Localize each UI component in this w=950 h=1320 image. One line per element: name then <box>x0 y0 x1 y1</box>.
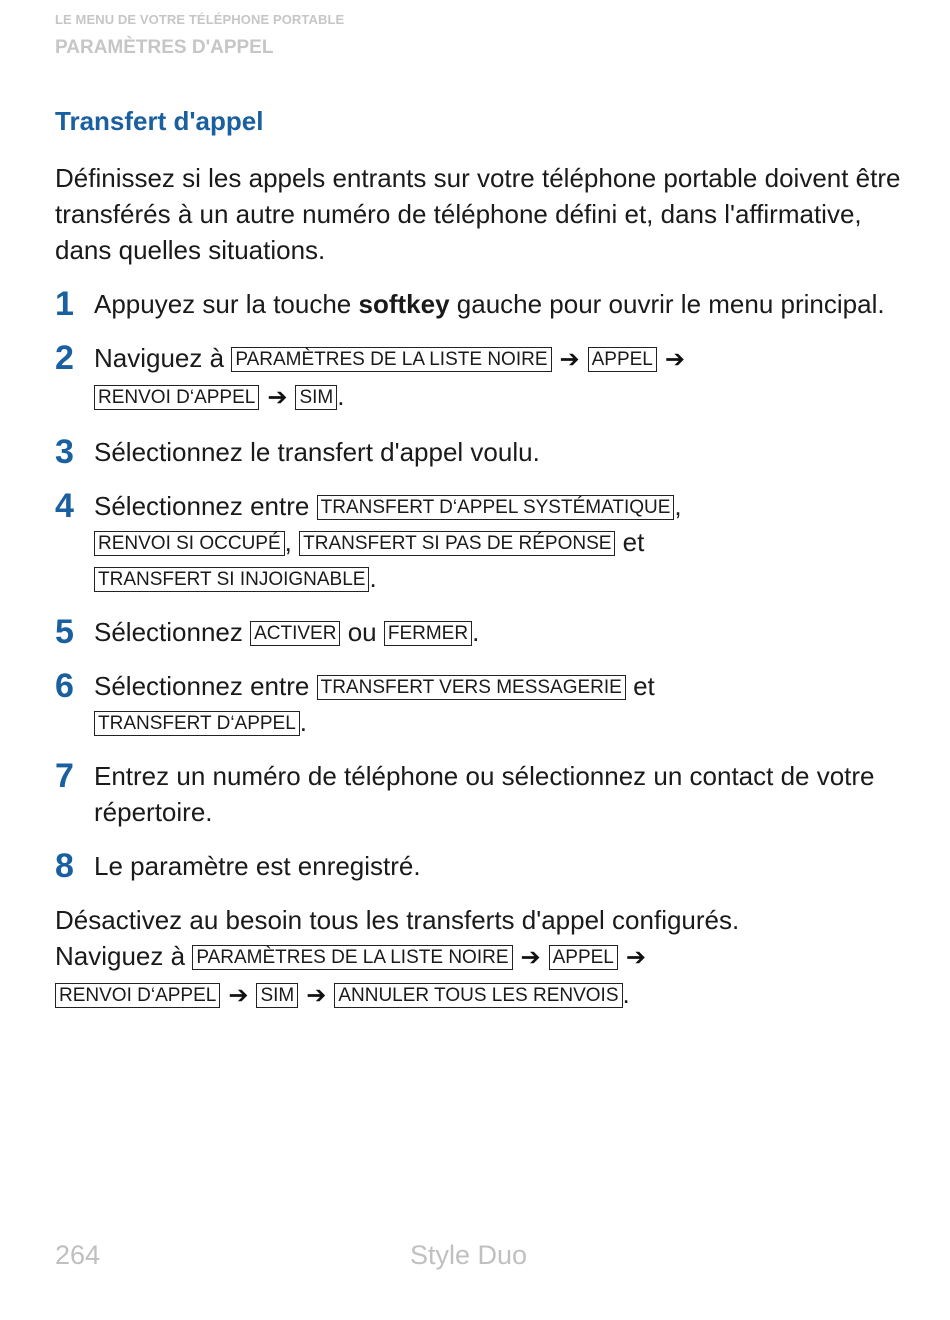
menu-key: ACTIVER <box>250 621 340 646</box>
step-2 <box>55 340 905 416</box>
punctuation: . <box>472 617 480 647</box>
step-1 <box>55 286 905 322</box>
arrow-right-icon: ➔ <box>306 982 327 1009</box>
step-text <box>94 286 905 322</box>
menu-key: TRANSFERT VERS MESSAGERIE <box>317 675 626 700</box>
menu-key: ANNULER TOUS LES RENVOIS <box>334 983 622 1008</box>
menu-key: TRANSFERT D‘APPEL <box>94 711 300 736</box>
step-number: 7 <box>55 757 74 795</box>
menu-key: APPEL <box>549 945 618 970</box>
menu-key: RENVOI SI OCCUPÉ <box>94 531 285 556</box>
step-number: 8 <box>55 847 74 885</box>
step-text <box>94 488 905 596</box>
arrow-right-icon: ➔ <box>228 982 249 1009</box>
step-text: Sélectionnez le transfert d'appel voulu. <box>94 437 540 467</box>
main-content <box>55 160 905 1014</box>
page-number: 264 <box>55 1240 101 1270</box>
punctuation: . <box>299 707 308 737</box>
step-number: 6 <box>55 667 74 705</box>
step-7 <box>55 758 905 830</box>
step-text: Entrez un numéro de téléphone ou sélectionnez un contact de votre répertoire. <box>94 761 875 827</box>
step-text-part: gauche pour ouvrir le menu principal. <box>449 289 885 319</box>
step-number: 4 <box>55 487 74 525</box>
footer-brand: Style Duo <box>410 1240 528 1270</box>
step-text-part: Naviguez à <box>94 343 232 373</box>
menu-key: TRANSFERT D‘APPEL SYSTÉMATIQUE <box>317 495 675 520</box>
arrow-right-icon: ➔ <box>267 384 288 411</box>
menu-key: RENVOI D‘APPEL <box>94 385 259 410</box>
step-text-part: ou <box>340 617 384 647</box>
step-8 <box>55 848 905 884</box>
step-3 <box>55 434 905 470</box>
intro-paragraph: Définissez si les appels entrants sur votre téléphone portable doivent être transférés à un autre numéro de téléphone défini et, dans l'affirmative, dans quelles situations. <box>55 163 901 265</box>
menu-key: TRANSFERT SI INJOIGNABLE <box>94 567 369 592</box>
step-4 <box>55 488 905 596</box>
step-text <box>94 668 905 740</box>
punctuation: , <box>674 491 682 521</box>
step-6 <box>55 668 905 740</box>
menu-key: PARAMÈTRES DE LA LISTE NOIRE <box>192 945 512 970</box>
step-text-part: Appuyez sur la touche <box>94 289 359 319</box>
menu-key: FERMER <box>384 621 472 646</box>
arrow-right-icon: ➔ <box>559 346 580 373</box>
step-text-part: Sélectionnez entre <box>94 491 317 521</box>
step-number: 3 <box>55 433 74 471</box>
step-text-part: et <box>615 527 645 557</box>
arrow-right-icon: ➔ <box>520 944 541 971</box>
softkey-label: softkey <box>358 289 450 319</box>
outro-text: Naviguez à <box>55 941 193 971</box>
step-text <box>94 340 905 416</box>
punctuation: . <box>622 979 630 1009</box>
outro-text: Désactivez au besoin tous les transferts d'appel configurés. <box>55 905 740 935</box>
punctuation: . <box>337 381 345 411</box>
step-text <box>94 614 905 650</box>
punctuation: , <box>284 527 292 557</box>
section-header: PARAMÈTRES D'APPEL <box>55 37 274 58</box>
step-text-part: et <box>625 671 655 701</box>
step-text-part: Sélectionnez entre <box>94 671 317 701</box>
step-number: 5 <box>55 613 74 651</box>
punctuation: . <box>369 563 377 593</box>
step-5 <box>55 614 905 650</box>
arrow-right-icon: ➔ <box>664 346 685 373</box>
menu-key: SIM <box>256 983 298 1008</box>
step-text: Le paramètre est enregistré. <box>94 851 421 881</box>
arrow-right-icon: ➔ <box>625 944 646 971</box>
menu-key: RENVOI D‘APPEL <box>55 983 220 1008</box>
menu-key: TRANSFERT SI PAS DE RÉPONSE <box>299 531 615 556</box>
chapter-header: LE MENU DE VOTRE TÉLÉPHONE PORTABLE <box>55 12 345 27</box>
step-number: 1 <box>55 285 74 323</box>
step-number: 2 <box>55 339 74 377</box>
menu-key: PARAMÈTRES DE LA LISTE NOIRE <box>231 347 551 372</box>
step-text-part: Sélectionnez <box>94 617 251 647</box>
page-title: Transfert d'appel <box>55 106 264 136</box>
menu-key: APPEL <box>588 347 657 372</box>
outro-paragraph <box>55 902 905 1014</box>
menu-key: SIM <box>295 385 337 410</box>
